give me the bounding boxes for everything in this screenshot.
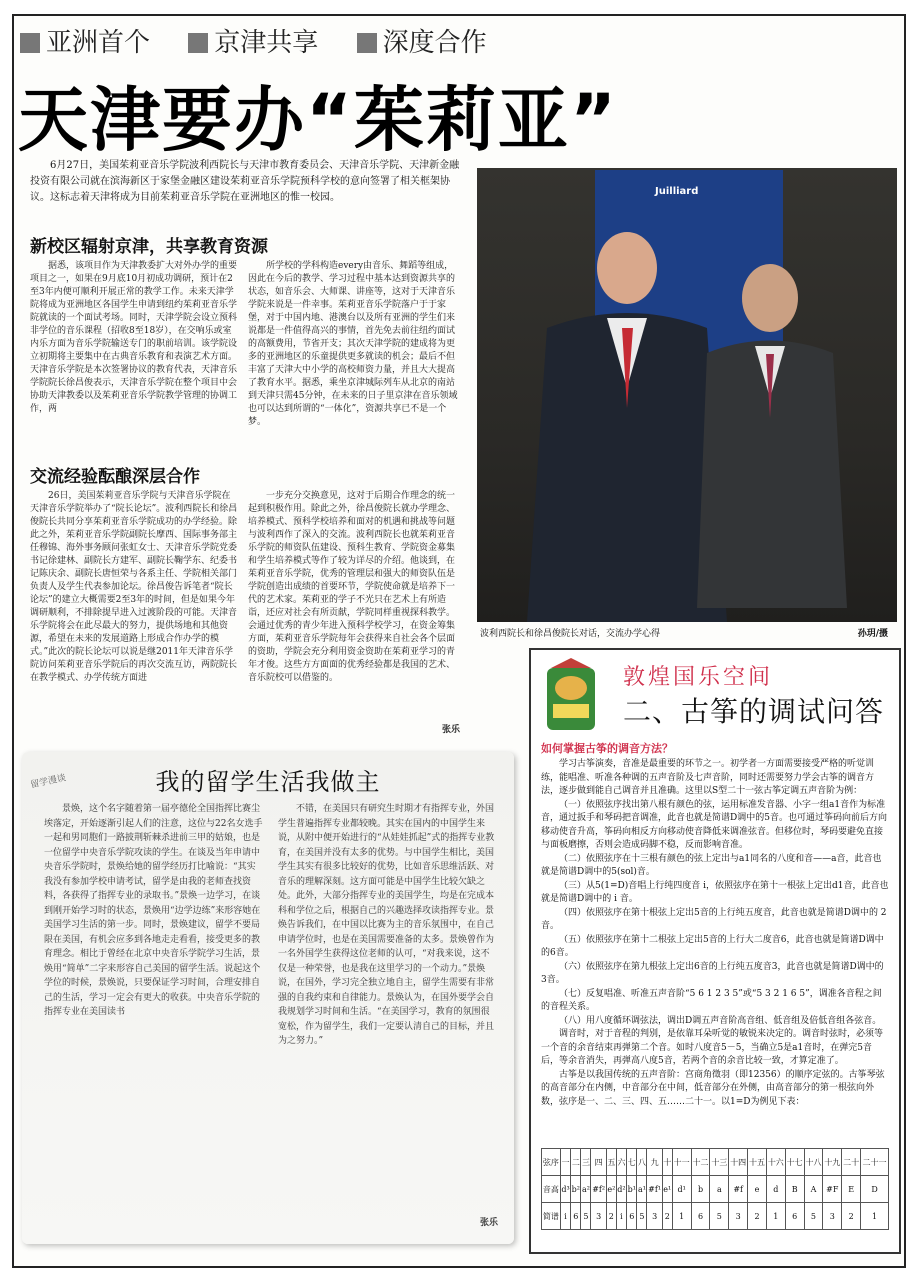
kicker-2: 京津共享 [188, 28, 318, 58]
table-cell: D [861, 1176, 889, 1203]
sidebar-paragraph: （三）从5(1=D)音唱上行纯四度音 i，依照弦序在第十一根弦上定出d1音，此音也就是简谱D调中的 i 音。 [541, 880, 889, 904]
table-cell: b [691, 1176, 710, 1203]
table-cell: 3 [729, 1203, 748, 1230]
table-cell: 6 [691, 1203, 710, 1230]
table-cell: 七 [627, 1149, 637, 1176]
table-cell: #f² [591, 1176, 606, 1203]
table-cell: 十五 [748, 1149, 767, 1176]
table-cell: 二十一 [861, 1149, 889, 1176]
sidebar-paragraph: （五）依照弦序在第十二根弦上定出5音的上行大二度音6，此音也就是简谱D调中的6音。 [541, 934, 884, 958]
table-cell: 1 [766, 1203, 785, 1230]
feature-column-b: 不错，在美国只有研究生时期才有指挥专业，外国学生普遍指挥专业都较晚。其实在国内的中国学生来说，从附中便开始进行的“从娃娃抓起”式的指挥专业教育，在美国并没有太多的优势。与中国学生相比，美国学生其实有很多比较好的优势，比如音乐思维活跃、对音乐的理解深刻。这方面可能是中国学生比较欠缺之处。此外，大部分指挥专业的美国学生，均是在完成本科和学位之后，根据自己的兴趣选择攻读指挥专业。景焕告诉我们，在中国以比赛为主的音乐氛围中，在自己申请学位时，也是在美国需要准备的太多。景焕曾作为一名外国学生获得这位老师的认可，“对我来说，这不仅是一种荣誉，也是我在这里学习的一个动力。”景焕说，在国外，学习完全独立地自主，留学生需要有非常强的自我约束和自律能力。景焕认为，在国外要学会自我规划学习时间和生活。“在美国学习，教育的氛围很宽松，作为留学生，我们一定要认清自己的目标，并且为之努力。” [278, 804, 495, 1046]
lead-paragraph: 6月27日，美国茱莉亚音乐学院波利西院长与天津市教育委员会、天津音乐学院、天津新金融投资有限公司就在滨海新区于家堡金融区建设茱莉亚音乐学院预科学校的意向签署了相关框架协议。这标志着天津将成为目前茱莉亚音乐学院在亚洲地区的惟一校园。 [30, 160, 460, 203]
table-row-string-order [542, 1149, 889, 1176]
table-cell: d [766, 1176, 785, 1203]
table-cell: 三 [581, 1149, 591, 1176]
table-cell: 2 [842, 1203, 861, 1230]
table-cell: e² [606, 1176, 616, 1203]
table-cell: 3 [647, 1203, 662, 1230]
sidebar-paragraph: （一）依照弦序找出第八根有颜色的弦，运用标准发音器、小字一组a1音作为标准音，通过扳手和琴码把音调准，此音也就是简谱D调中的5音。也可通过筝码向前后方向移动使音升高，筝码向相反方向移动使音降低来调准弦音。但移位时，琴码要避免直接与面板磨擦，否则会造成码脚不稳，反而影响音准。 [541, 799, 887, 850]
table-cell: 十四 [729, 1149, 748, 1176]
table-cell: a² [581, 1176, 591, 1203]
feature-column-a: 景焕，这个名字随着第一届亭德伦全国指挥比赛尘埃落定，开始逐渐引起人们的注意，这位与22名女选手一起和男同胞们一路披荆斩棘杀进前三甲的姑娘，也是一位留学中央音乐学院攻读的学生。在谈及当年申请中央音乐学院时，景焕给她的留学经历打比喻说：“其实我没有参加学校申请考试，留学是由我的老师查找资料，各获得了指挥专业的录取书。”景焕一边学习，在谈到刚开始学习时的状态，景焕用“边学边练”来形容她在美国学习生活的第一步。同时，景焕建议，留学不要局限在美国，有机会应多到各地走走看看，接受更多的教育理念。相比于曾经在北京中央音乐学院学习生活，景焕用“简单”二字来形容自己美国的留学生活。说起这个学位的时候，景焕说，只要保证学习时间，合理安排自己的生活，学习一定会有更大的收获。中央音乐学院的指挥专业在美国读书 [44, 804, 263, 1017]
kicker-3: 深度合作 [357, 28, 487, 58]
table-cell: #f¹ [647, 1176, 662, 1203]
table-cell: d² [616, 1176, 626, 1203]
section-heading-1: 新校区辐射京津，共享教育资源 [30, 237, 268, 257]
person-right-head [742, 264, 798, 332]
sidebar-paragraph: （八）用八度循环调弦法，调出D调五声音阶高音组、低音组及倍低音组各弦音。 [559, 1015, 882, 1026]
sidebar-paragraph: （六）依照弦序在第九根弦上定出6音的上行纯五度音3，此音也就是简谱D调中的3音。 [541, 961, 884, 985]
table-row-label: 弦序 [542, 1149, 561, 1176]
table-cell: 1 [861, 1203, 889, 1230]
table-cell: B [785, 1176, 804, 1203]
table-cell: 3 [591, 1203, 606, 1230]
table-cell: 二十 [842, 1149, 861, 1176]
sidebar-question: 如何掌握古筝的调音方法？ [541, 742, 673, 755]
table-cell: e¹ [662, 1176, 672, 1203]
feature-stamp: 留学漫谈 [29, 773, 67, 791]
photo-caption [480, 626, 896, 639]
table-cell: 四 [591, 1149, 606, 1176]
sidebar-brand-title: 敦煌国乐空间 [623, 665, 774, 690]
photo-credit: 孙玥/摄 [857, 629, 888, 639]
table-cell: i [560, 1203, 570, 1230]
table-cell: E [842, 1176, 861, 1203]
section1-column-b: 所学校的学科构造every由音乐、舞蹈等组成，因此在今后的教学、学习过程中基本达到资源共享的状态，如音乐会、大师课、讲座等，这对于天津音乐学院来说是一件幸事。茱莉亚音乐学院落户于于家堡，对于中国内地、港澳台以及所有亚洲的学生们来说都是一件值得高兴的事情，首先免去前往纽约面试的高额费用，节省开支；其次天津学院的建成将为更多的亚洲地区的乐童提供更多就读的机会；最后不但丰富了天津大中小学的高校师资力量，并且大大提高了教育水平。据悉，乘坐京津城际列车从北京的南站到天津只需45分钟，在未来的日子里京津在音乐领域也可以达到所谓的“一体化”，资源共享已不是一个梦。 [248, 261, 458, 427]
table-cell: 3 [823, 1203, 842, 1230]
table-cell: i [616, 1203, 626, 1230]
table-cell: e [748, 1176, 767, 1203]
photo-figures [477, 168, 897, 622]
table-row-jianpu [542, 1203, 889, 1230]
table-row-pitch [542, 1176, 889, 1203]
kicker-1: 亚洲首个 [20, 28, 150, 58]
string-tuning-table [541, 1148, 889, 1230]
table-cell: b² [571, 1176, 581, 1203]
table-cell: 5 [581, 1203, 591, 1230]
sidebar-subtitle: 二、古筝的调试问答 [623, 695, 885, 728]
sidebar-paragraph: 古筝是以我国传统的五声音阶：宫商角徵羽（即12356）的顺序定弦的。古筝琴弦的高音部分在内侧，中音部分在中间，低音部分在外侧，由高音部分的第一根弦向外数，弦序是一、二、三、四、五……二十一。以1=D为例见下表： [541, 1069, 885, 1107]
table-cell: 二 [571, 1149, 581, 1176]
sidebar-paragraph: 学习古筝演奏，音准是最重要的环节之一。初学者一方面需要接受严格的听觉训练，能唱准、听准各种调的五声音阶及七声音阶，同时还需要努力学会古筝的调音方法，逐步做到能自己调音并且准确。这里以S型二十一弦古筝定调五声音阶为例： [541, 759, 875, 796]
table-cell: #F [823, 1176, 842, 1203]
news-photo [477, 168, 897, 622]
sidebar-paragraph: （四）依照弦序在第十根弦上定出5音的上行纯五度音，此音也就是简谱D调中的 2 音。 [541, 907, 887, 931]
table-cell: 八 [637, 1149, 647, 1176]
section2-column-b: 一步充分交换意见，这对于后期合作理念的统一起到积极作用。除此之外，徐昌俊院长就办学理念、培养模式、预科学校培养和面对的机遇和挑战等问题与波利西作了深入的交流。波利西院长也就茱莉亚音乐学院的师资队伍建设、预科生教育、学院资金募集和学生培养模式等作了较为详尽的介绍。他谈到，在茱莉亚音乐学院，优秀的管理层和强大的师资队伍是学院创造出成绩的首要环节，学院使命就是培养下一代的艺术家。茱莉亚的学子不光只在艺术上有所造诣，还应对社会有所贡献，学院同样重视探科教学。会通过优秀的青少年进入预科学校学习，在资金筹集方面，茱莉亚音乐学院每年会获得来自社会各个层面的资助，学院会充分利用资金资助在茱莉亚学习的青年才俊。这些方方面面的优秀经验都是我国的艺术、音乐院校可以借鉴的。 [248, 491, 456, 683]
table-cell: 十八 [804, 1149, 823, 1176]
section1-column-a: 据悉，该项目作为天津教委扩大对外办学的重要项目之一，如果在9月底10月初成功调研，预计在2至3年内便可顺利开展正常的教学工作。未来天津学院将成为亚洲地区各国学生申请到纽约茱莉亚音乐学院就读的一个面试考场。同时，天津学院会设立预科非学位的音乐课程（招收8至18岁），在交响乐或室内乐方面为音乐学院输送专门的职前培训。该学院设立初期将主要集中在古典音乐教育和表演艺术方面。天津音乐学院是本次签署协议的教育代表，天津音乐学院院长徐昌俊表示，天津音乐学院在整个项目中会协助天津教委以及茱莉亚音乐学院教学管理的协调工作，两 [30, 261, 238, 414]
table-cell: 5 [710, 1203, 729, 1230]
tea-package-logo [543, 658, 599, 734]
table-cell: 2 [748, 1203, 767, 1230]
table-cell: b¹ [627, 1176, 637, 1203]
table-cell: 1 [672, 1203, 691, 1230]
table-cell: 5 [637, 1203, 647, 1230]
feature-byline: 张乐 [479, 1218, 498, 1228]
section-heading-2: 交流经验酝酿深层合作 [30, 467, 200, 487]
headline: 天津要办“茱莉亚” [18, 79, 619, 161]
table-cell: 一 [560, 1149, 570, 1176]
table-cell: 十二 [691, 1149, 710, 1176]
table-cell: d³ [560, 1176, 570, 1203]
sidebar-body [541, 758, 889, 1140]
table-cell: 6 [785, 1203, 804, 1230]
sidebar-paragraph: （七）反复唱准、听准五声音阶“5 6 1 2 3 5”或“5 3 2 1 6 5”，调准各音程之间的音程关系。 [541, 988, 882, 1012]
table-cell: 6 [627, 1203, 637, 1230]
table-cell: a¹ [637, 1176, 647, 1203]
table-cell: 十一 [672, 1149, 691, 1176]
table-cell: 十九 [823, 1149, 842, 1176]
table-cell: 5 [804, 1203, 823, 1230]
table-cell: 六 [616, 1149, 626, 1176]
table-cell: a [710, 1176, 729, 1203]
sidebar-paragraph: 调音时，对于音程的判别，是依靠耳朵听觉的敏锐来决定的。调音时弦时，必须等一个音的余音结束再弹第二个音。如时八度音5－5，当确立5是a1音时，在弹完5音后，等余音消失，再弹高八度5音，若两个音的余音比较一致，才算定准了。 [541, 1029, 884, 1066]
table-cell: A [804, 1176, 823, 1203]
table-row-label: 音高 [542, 1176, 561, 1203]
table-cell: 2 [662, 1203, 672, 1230]
table-cell: 2 [606, 1203, 616, 1230]
kicker-line [20, 22, 517, 59]
table-cell: 6 [571, 1203, 581, 1230]
table-cell: 十 [662, 1149, 672, 1176]
person-left-head [597, 232, 657, 304]
table-cell: 十三 [710, 1149, 729, 1176]
table-cell: 十六 [766, 1149, 785, 1176]
section2-column-a: 26日，美国茱莉亚音乐学院与天津音乐学院在天津音乐学院举办了“院长论坛”。波利西院长和徐昌俊院长共同分享茱莉亚音乐学院成功的办学经验。除此之外，茱莉亚音乐学院副院长摩西、国际事务部主任穆锦、海外事务顾问张虹女士、天津音乐学院党委书记徐建林、副院长方建军、副院长鞠学东、纪委书记陈庆余、副院长唐恒荣与各系主任、学院相关部门负责人及学生代表参加论坛。徐昌俊告诉笔者“院长论坛”的建立大概需要2至3年的时间，但是如果今年调研顺利，不排除提早进入过渡阶段的可能。天津音乐学院将会在此尽最大的努力，提供场地和其他资源，希望在未来的发展道路上形成合作办学的模式。”此次的院长论坛可以说是继2011年天津音乐学院访问茱莉亚音乐学院后的再次交流互访，两院院长在教学模式、办学传统方面进 [30, 491, 238, 683]
table-cell: 九 [647, 1149, 662, 1176]
table-cell: #f [729, 1176, 748, 1203]
banner-brand: Juilliard [655, 186, 699, 197]
table-cell: 十七 [785, 1149, 804, 1176]
sidebar-paragraph: （二）依照弦序在十三根有颜色的弦上定出与a1同名的八度和音——a音，此音也就是简谱D调中的5(sol)音。 [541, 853, 882, 877]
caption-text: 波利西院长和徐昌俊院长对话，交流办学心得 [480, 629, 661, 639]
table-cell: d¹ [672, 1176, 691, 1203]
feature-title: 我的留学生活我做主 [155, 768, 381, 796]
table-cell: 五 [606, 1149, 616, 1176]
sidebar-box [529, 648, 901, 1254]
feature-paper [22, 752, 514, 1244]
table-row-label: 简谱 [542, 1203, 561, 1230]
section2-byline: 张乐 [441, 725, 460, 735]
